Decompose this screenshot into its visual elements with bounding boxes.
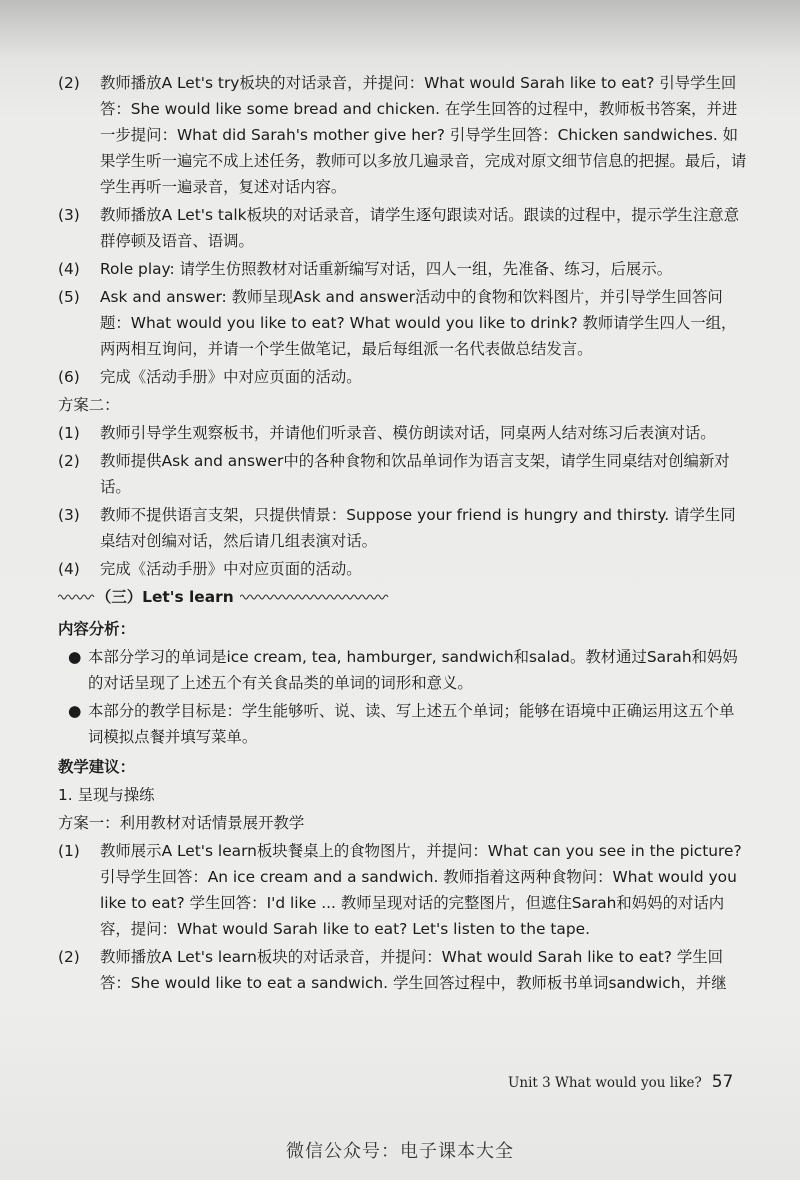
plan2-list (58, 420, 748, 582)
page-body (58, 70, 748, 998)
learn-plan1-list (58, 838, 748, 996)
bullet-item: ● 本部分的教学目标是：学生能够听、说、读、写上述五个单词；能够在语境中正确运用这五个单词模拟点餐并填写菜单。 (58, 698, 748, 750)
plan1-title: 方案一：利用教材对话情景展开教学 (58, 814, 305, 832)
list-item: (2) 教师提供Ask and answer中的各种食物和饮品单词作为语言支架，请学生同桌结对创编新对话。 (58, 452, 730, 496)
subsection-title: 1. 呈现与操练 (58, 786, 155, 804)
page-top-shadow (0, 0, 800, 60)
bullet-icon: ● (68, 648, 82, 666)
page-number: 57 (711, 1072, 734, 1092)
list-item: (5) Ask and answer: 教师呈现Ask and answer活动中的食物和饮料图片，并引导学生回答问题：What would you like to eat? What would you like to drink? 教师请学生四人一组，两两相互询问，并请一个学生做笔记，最后每组派一名代表做总结发言。 (58, 288, 737, 358)
list-item: (3) 教师不提供语言支架，只提供情景：Suppose your friend is hungry and thirsty. 请学生同桌结对创编对话，然后请几组表演对话。 (58, 506, 736, 550)
analysis-title: 内容分析： (58, 620, 135, 638)
page-footer (508, 1072, 733, 1092)
list-item: (3) 教师播放A Let's talk板块的对话录音，请学生逐句跟读对话。跟读的过程中，提示学生注意意群停顿及语音、语调。 (58, 206, 740, 250)
list-item: (6) 完成《活动手册》中对应页面的活动。 (58, 368, 362, 386)
list-item: (1) 教师展示A Let's learn板块餐桌上的食物图片，并提问：What can you see in the picture? 引导学生回答：An ice cream and a sandwich. 教师指着这两种食物问：What would you like to eat? 学生回答：I'd like ... 教师呈现对话的完整图片，但遮住Sarah和妈妈的对话内容，提问：What would Sarah like to eat? Let's listen to the tape. (58, 842, 742, 938)
list-item: (4) Role play: 请学生仿照教材对话重新编写对话，四人一组，先准备、练习，后展示。 (58, 260, 673, 278)
wavy-line-right-icon (240, 593, 390, 601)
list-item: (1) 教师引导学生观察板书，并请他们听录音、模仿朗读对话，同桌两人结对练习后表演对话。 (58, 424, 716, 442)
section-heading (58, 584, 748, 610)
bullet-icon: ● (68, 702, 82, 720)
watermark-text: 微信公众号：电子课本大全 (286, 1141, 514, 1162)
bullet-item: ● 本部分学习的单词是ice cream, tea, hamburger, sandwich和salad。教材通过Sarah和妈妈的对话呈现了上述五个有关食品类的单词的词形和意义。 (58, 644, 748, 696)
list-item: (4) 完成《活动手册》中对应页面的活动。 (58, 560, 362, 578)
plan2-title: 方案二： (58, 396, 120, 414)
list-item: (2) 教师播放A Let's learn板块的对话录音，并提问：What would Sarah like to eat? 学生回答：She would like to eat a sandwich. 学生回答过程中，教师板书单词sandwich，并继 (58, 948, 727, 992)
section-title: （三）Let's learn (96, 588, 234, 606)
plan1-list-continued (58, 70, 748, 390)
wavy-line-left-icon (58, 593, 96, 601)
list-item: (2) 教师播放A Let's try板块的对话录音，并提问：What would Sarah like to eat? 引导学生回答：She would like some bread and chicken. 在学生回答的过程中，教师板书答案，并进一步提问：What did Sarah's mother give her? 引导学生回答：Chicken sandwiches. 如果学生听一遍完不成上述任务，教师可以多放几遍录音，完成对原文细节信息的把握。最后，请学生再听一遍录音，复述对话内容。 (58, 74, 747, 196)
suggest-title: 教学建议： (58, 758, 135, 776)
footer-unit-title: Unit 3 What would you like? (508, 1075, 702, 1091)
